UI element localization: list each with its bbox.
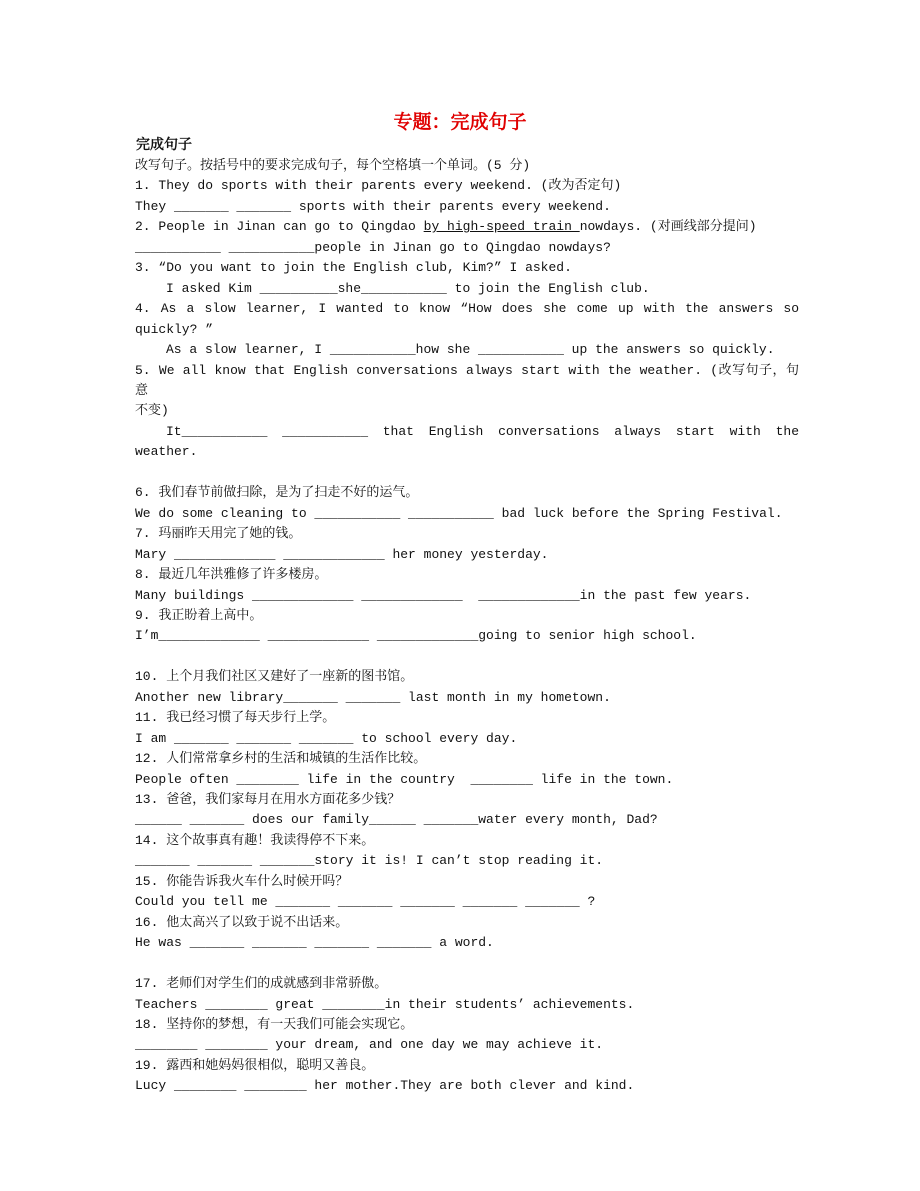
exercise-line: 8. 最近几年洪雅修了许多楼房。	[135, 567, 328, 583]
page-title: 专题：完成句子	[393, 111, 527, 133]
exercise-line: We do some cleaning to ___________ ___________ bad luck before the Spring Festival.	[135, 505, 783, 521]
exercise-line: ______ _______ does our family______ _______water every month, Dad?	[135, 812, 658, 828]
exercise-line: 不变)	[135, 403, 169, 419]
exercise-line: 13. 爸爸，我们家每月在用水方面花多少钱？	[135, 792, 401, 808]
exercise-line: 18. 坚持你的梦想，有一天我们可能会实现它。	[135, 1016, 414, 1032]
exercise-line: 6. 我们春节前做扫除，是为了扫走不好的运气。	[135, 485, 419, 501]
exercise-line: Many buildings _____________ _____________ _____________in the past few years.	[135, 587, 752, 603]
exercise-line: As a slow learner, I ___________how she ___________ up the answers so quickly.	[166, 342, 775, 358]
exercise-line: They _______ _______ sports with their parents every weekend.	[135, 198, 611, 214]
exercise-line: 17. 老师们对学生们的成就感到非常骄傲。	[135, 976, 388, 992]
blank-line	[135, 463, 799, 483]
exercise-line: He was _______ _______ _______ _______ a word.	[135, 935, 494, 951]
exercise-line: It___________ ___________ that English conversations always start with the	[166, 423, 799, 439]
exercise-line: I’m_____________ _____________ _____________going to senior high school.	[135, 628, 697, 644]
underlined-phrase: by high-speed train	[423, 219, 580, 235]
exercise-line: ________ ________ your dream, and one day we may achieve it.	[135, 1037, 604, 1053]
blank-line	[135, 954, 799, 974]
exercise-line: 改写句子。按括号中的要求完成句子，每个空格填一个单词。(5 分)	[135, 158, 531, 173]
line-text: nowdays. (对画线部分提问)	[579, 219, 757, 235]
exercise-line	[135, 217, 799, 237]
exercise-line: 7. 玛丽昨天用完了她的钱。	[135, 526, 302, 542]
exercise-line: 16. 他太高兴了以致于说不出话来。	[135, 914, 349, 930]
exercise-line: quickly? ”	[135, 321, 214, 337]
exercise-line: 11. 我已经习惯了每天步行上学。	[135, 710, 336, 726]
exercise-line: Another new library_______ _______ last month in my hometown.	[135, 689, 611, 705]
line-text: 2. People in Jinan can go to Qingdao	[135, 219, 424, 235]
exercise-line: 14. 这个故事真有趣！我读得停不下来。	[135, 832, 375, 848]
exercise-line: Lucy ________ ________ her mother.They are both clever and kind.	[135, 1078, 635, 1094]
exercise-line: 15. 你能告诉我火车什么时候开吗？	[135, 873, 349, 889]
exercise-line: I am _______ _______ _______ to school every day.	[135, 730, 518, 746]
exercise-line: 9. 我正盼着上高中。	[135, 607, 263, 623]
exercise-line: _______ _______ _______story it is! I can’t stop reading it.	[135, 853, 604, 869]
exercise-line: 19. 露西和她妈妈很相似，聪明又善良。	[135, 1057, 375, 1073]
exercise-line: weather.	[135, 444, 198, 460]
exercise-line: 10. 上个月我们社区又建好了一座新的图书馆。	[135, 669, 414, 685]
exercise-line: 1. They do sports with their parents every weekend. (改为否定句)	[135, 178, 622, 194]
exercise-body	[135, 156, 799, 1097]
exercise-line: ___________ ___________people in Jinan go to Qingdao nowdays?	[135, 239, 611, 255]
exercise-line: Mary _____________ _____________ her money yesterday.	[135, 546, 549, 562]
exercise-line: Teachers ________ great ________in their students’ achievements.	[135, 996, 635, 1012]
blank-line	[135, 647, 799, 667]
exercise-line: 3. “Do you want to join the English club, Kim?” I asked.	[135, 260, 572, 276]
section-heading: 完成句子	[136, 137, 192, 153]
exercise-line: 12. 人们常常拿乡村的生活和城镇的生活作比较。	[135, 751, 427, 767]
exercise-line: Could you tell me _______ _______ _______ _______ _______ ?	[135, 894, 596, 910]
exercise-line: I asked Kim __________she___________ to join the English club.	[166, 280, 650, 296]
exercise-line: People often ________ life in the country ________ life in the town.	[135, 771, 674, 787]
exercise-line: 4. As a slow learner, I wanted to know “How does she come up with the answers so	[135, 301, 799, 317]
exercise-line: 5. We all know that English conversations always start with the weather. (改写句子，句意	[135, 362, 799, 398]
